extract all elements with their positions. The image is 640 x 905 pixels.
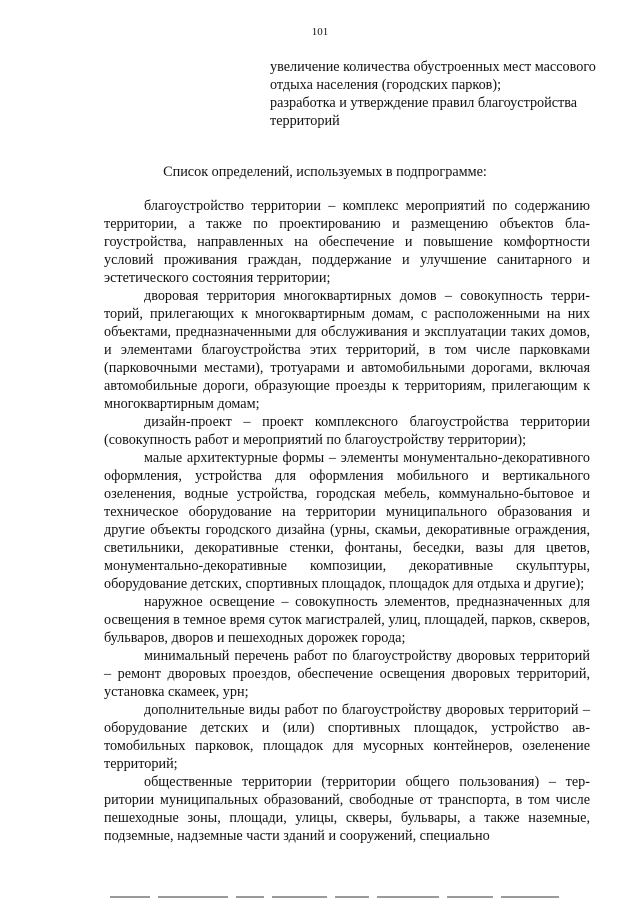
definition-paragraph: малые архитектурные формы – элементы монументально-декоративного оформления, устройства для оформления мобильного и вертикального озеленения, водные устройства, городская мебель, коммунально-бытовое и техническое оборудование на территории муниципального образования и другие объекты городского дизайна (урны, скамьи, декоративные ограждения, светильники, декоративные стенки, фонтаны, беседки, вазы для цветов, монументально-декоративные композиции, декоративные скульптуры, оборудование детских, спортивных площадок, площадок для отдыха и другие); [104, 450, 590, 592]
definition-paragraph: дворовая территория многоквартирных домов – совокупность территорий, прилегающих к многоквартирным домам, с расположенными на них объектами, предназначенными для обслуживания и эксплуатации таких домов, и элементами благоустройства этих территорий, в том числе парковками (парковочными местами), тротуарами и автомобильными дорогами, включая автомобильные дороги, образующие проезды к территориям, прилегающим к многоквартирным домам; [104, 288, 590, 412]
definition-paragraph: минимальный перечень работ по благоустройству дворовых территорий – ремонт дворовых проездов, обеспечение освещения дворовых территорий, установка скамеек, урн; [104, 648, 590, 700]
definition-paragraph: благоустройство территории – комплекс мероприятий по содержанию территории, а также по проектированию и размещению объектов благоустройства, направленных на обеспечение и повышение комфортности условий проживания граждан, поддержание и улучшение санитарного и эстетического состояния территории; [104, 198, 590, 286]
definition-paragraph: наружное освещение – совокупность элементов, предназначенных для освещения в темное время суток магистралей, улиц, площадей, парков, скверов, бульваров, дворов и пешеходных дорожек города; [104, 594, 590, 646]
definition-paragraph: дизайн-проект – проект комплексного благоустройства территории (совокупность работ и мероприятий по благоустройству территории); [104, 414, 590, 448]
page-number: 101 [311, 26, 329, 38]
goal-item: увеличение количества обустроенных мест массового отдыха населения (городских парков); [270, 59, 596, 93]
definition-paragraph: дополнительные виды работ по благоустройству дворовых территорий – оборудование детских и (или) спортивных площадок, устройство автомобильных парковок, площадок для мусорных контейнеров, озеленение территорий; [104, 702, 590, 772]
goals-list [270, 58, 600, 130]
section-heading: Список определений, используемых в подпрограмме: [163, 164, 487, 180]
goal-item: разработка и утверждение правил благоустройства территорий [270, 95, 578, 129]
scan-edge-artifact [110, 896, 590, 902]
definition-paragraph: общественные территории (территории общего пользования) – территории муниципальных образований, свободные от транспорта, в том числе пешеходные зоны, площади, улицы, скверы, бульвары, а также наземные, подземные, надземные части зданий и сооружений, специально [104, 774, 590, 844]
definitions-list [104, 197, 590, 845]
